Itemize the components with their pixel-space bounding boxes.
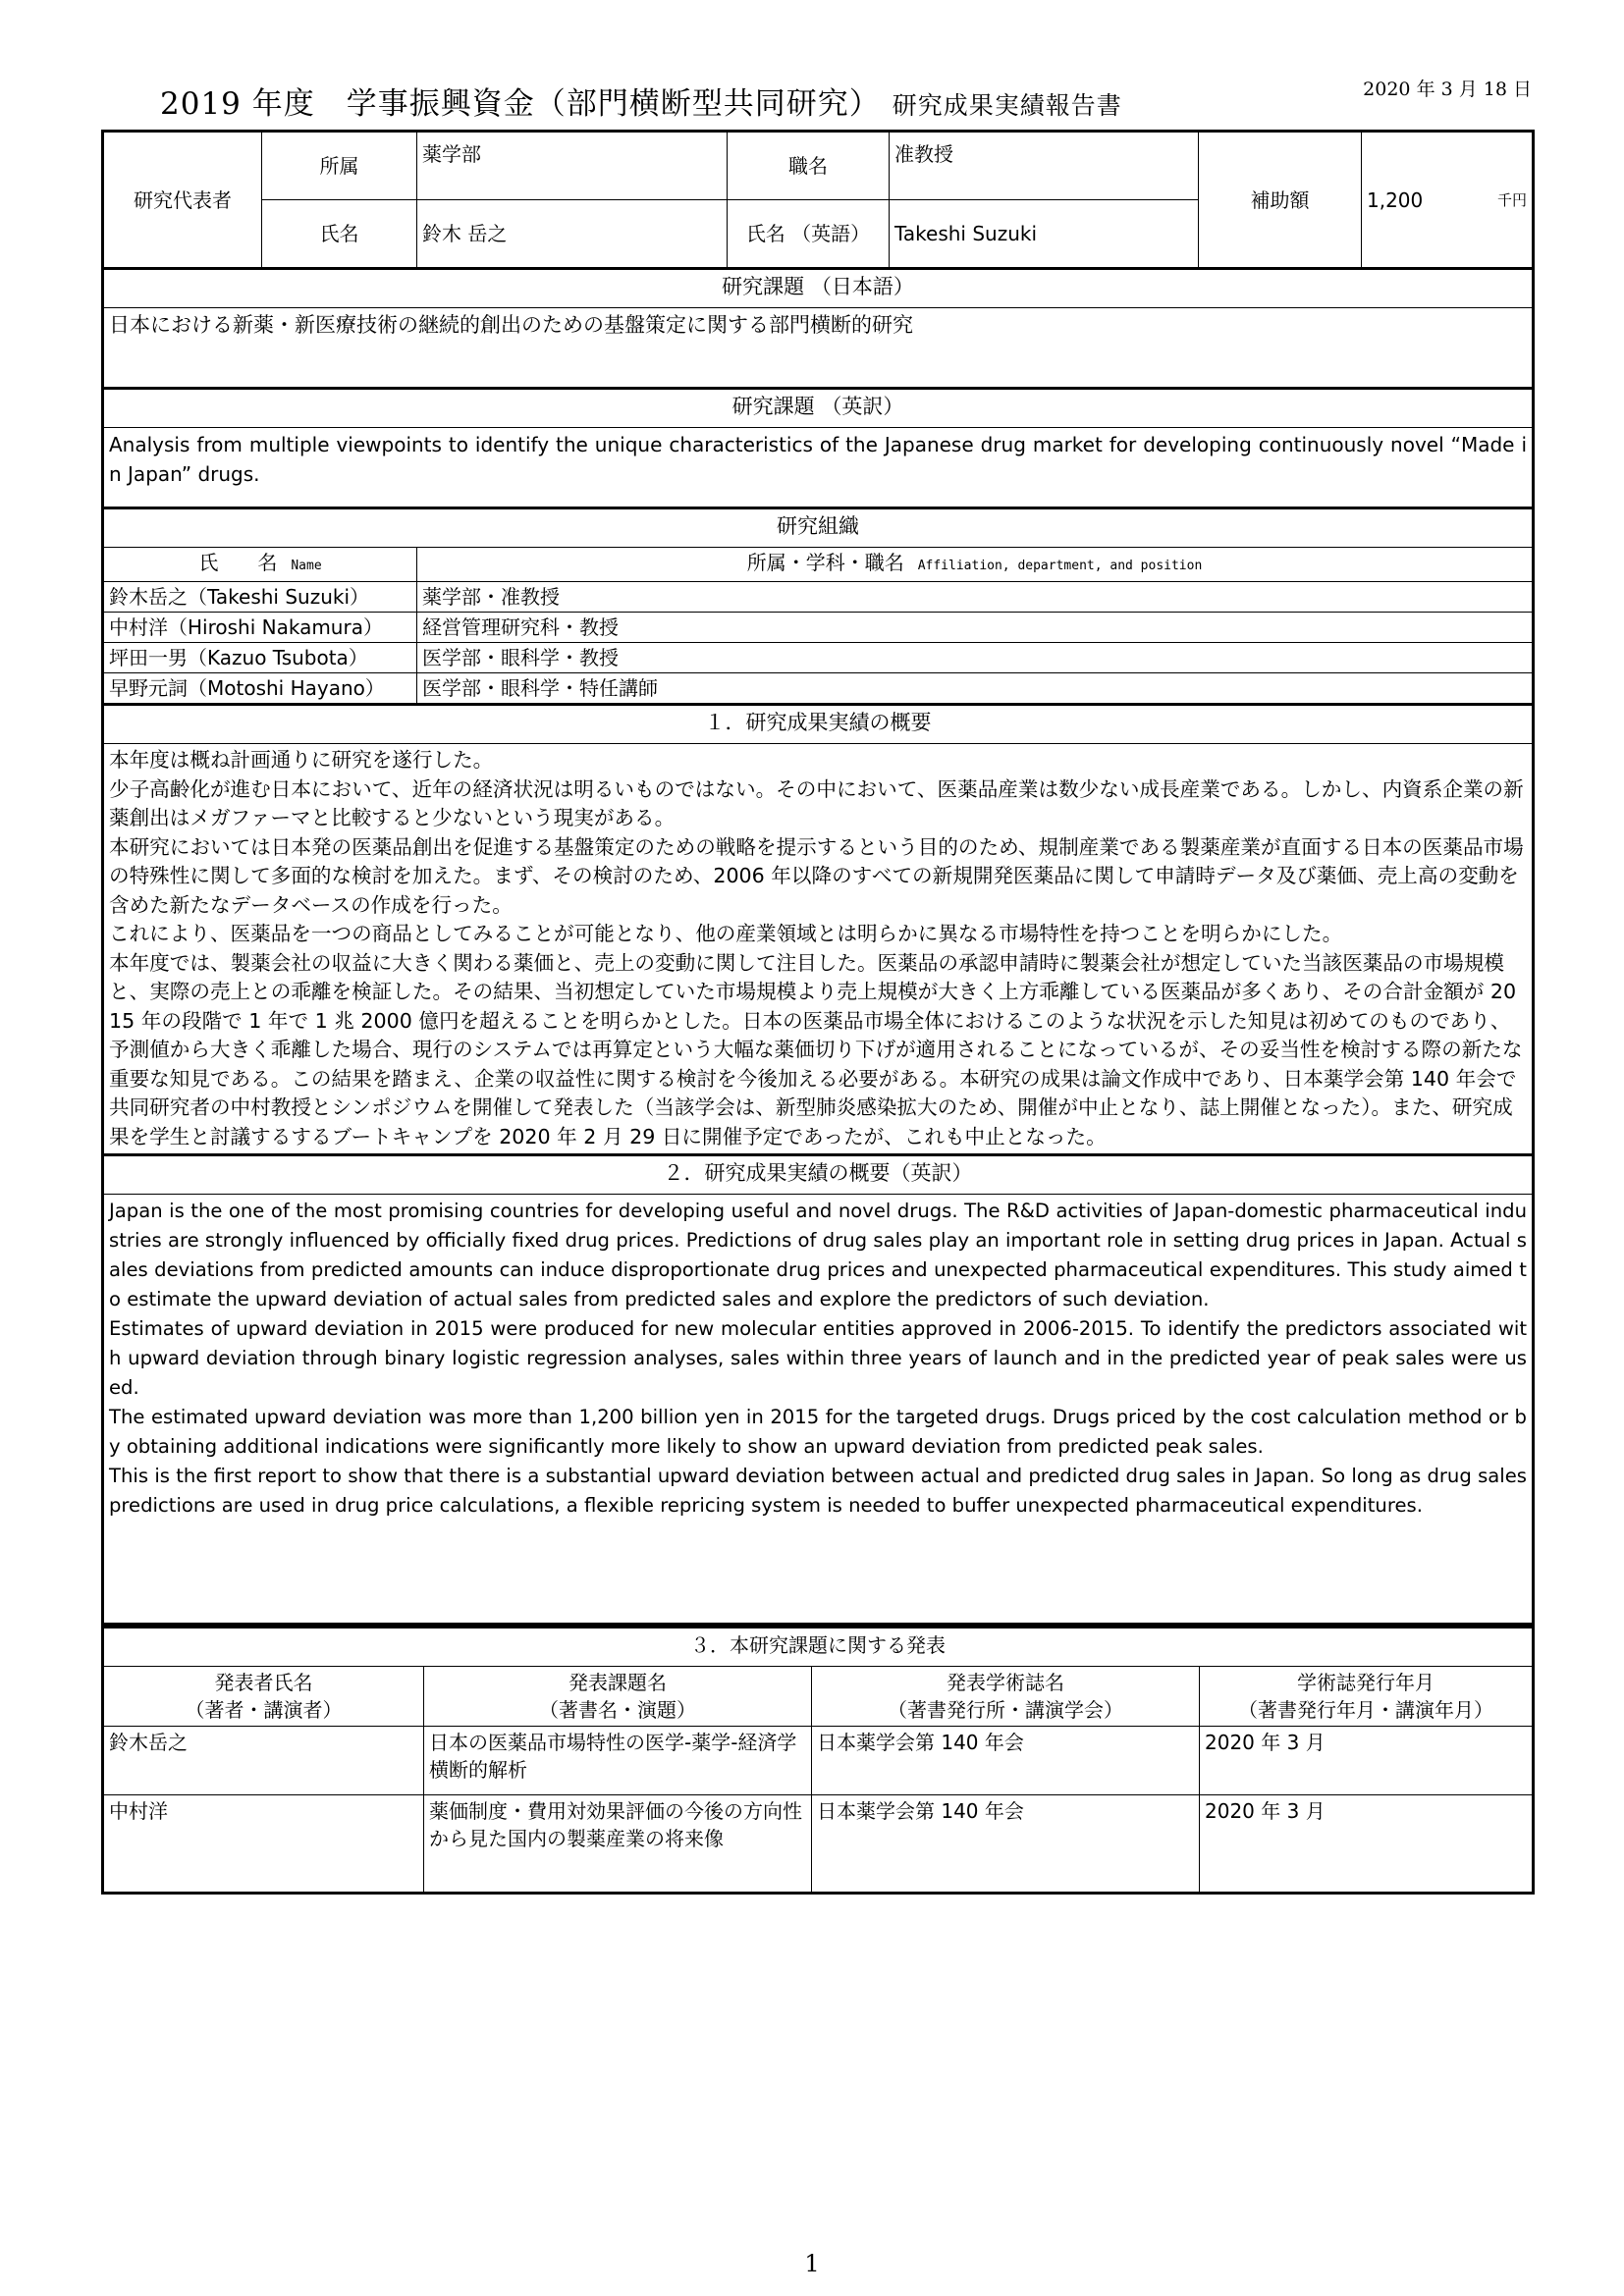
pres-date: 2020 年 3 月 (1200, 1795, 1534, 1894)
topic-en-text: Analysis from multiple viewpoints to identify the unique characteristics of the Japanese drug market for developing continuously novel “Made in Japan” drugs. (103, 428, 1534, 508)
summary-en-heading: ２．研究成果実績の概要（英訳） (103, 1155, 1534, 1195)
pres-col-title-label: 発表課題名 (568, 1671, 667, 1694)
member-name: 鈴木岳之（Takeshi Suzuki） (103, 582, 417, 613)
grant-value: 1,200 (1367, 187, 1424, 212)
title-subtitle: 研究成果実績報告書 (892, 91, 1122, 120)
presentations-table (101, 1626, 1535, 1895)
summary-en-paragraph: Japan is the one of the most promising countries for developing useful and novel drugs. The R&D activities of Japan-domestic pharmaceutical industries are strongly influenced by officially fixed drug prices. Predictions of drug sales play an important role in setting drug prices in Japan. Actual sales deviations from predicted amounts can induce disproportionate drug prices and unexpected pharmaceutical expenditures. This study aimed to estimate the upward deviation of actual sales from predicted sales and explore the predictors of such deviation. (109, 1200, 1527, 1310)
pres-col-venue-label: 発表学術誌名 (947, 1671, 1064, 1694)
report-page (101, 69, 1532, 1895)
member-name: 早野元詞（Motoshi Hayano） (103, 673, 417, 705)
member-name: 坪田一男（Kazuo Tsubota） (103, 643, 417, 673)
grant-cell (1362, 132, 1534, 269)
name-en-value: Takeshi Suzuki (890, 200, 1199, 269)
summary-jp-paragraph: 本研究においては日本発の医薬品創出を促進する基盤策定のための戦略を提示するという目的のため、規制産業である製薬産業が直面する日本の医薬品市場の特殊性に関して多面的な検討を加えた。まず、その検討のため、2006 年以降のすべての新規開発医薬品に関して申請時データ及び薬価、売上高の変動を含めた新たなデータベースの作成を行った。 (109, 834, 1524, 917)
pres-author: 鈴木岳之 (103, 1727, 424, 1795)
summary-en-body (103, 1195, 1534, 1625)
pres-col-author (103, 1667, 424, 1727)
pres-date: 2020 年 3 月 (1200, 1727, 1534, 1795)
member-affil: 医学部・眼科学・特任講師 (417, 673, 1534, 705)
pres-col-date-sub: （著書発行年月・講演年月） (1238, 1698, 1493, 1722)
pres-col-title-sub: （著書名・演題） (539, 1698, 696, 1722)
affil-value: 薬学部 (417, 132, 728, 200)
member-name: 中村洋（Hiroshi Nakamura） (103, 613, 417, 643)
pres-author: 中村洋 (103, 1795, 424, 1894)
pres-col-date (1200, 1667, 1534, 1727)
name-value: 鈴木 岳之 (417, 200, 728, 269)
pres-venue: 日本薬学会第 140 年会 (812, 1727, 1200, 1795)
page-number: 1 (804, 2250, 820, 2277)
title-row (101, 69, 1532, 130)
org-col-affil (417, 548, 1534, 582)
summary-jp-paragraph: 本年度では、製薬会社の収益に大きく関わる薬価と、売上の変動に関して注目した。医薬品の承認申請時に製薬会社が想定していた当該医薬品の市場規模と、実際の売上との乖離を検証した。その結果、当初想定していた市場規模より売上規模が大きく上方乖離している医薬品が多くあり、その合計金額が 2015 年の段階で 1 年で 1 兆 2000 億円を超えることを明らかとした。日本の医薬品市場全体におけるこのような状況を示した知見は初めてのものであり、予測値から大きく乖離した場合、現行のシステムでは再算定という大幅な薬価切り下げが適用されることになっているが、その妥当性を検討する際の新たな重要な知見である。この結果を踏まえ、企業の収益性に関する検討を今後加える必要がある。本研究の成果は論文作成中であり、日本薬学会第 140 年会で共同研究者の中村教授とシンポジウムを開催して発表した（当該学会は、新型肺炎感染拡大のため、開催が中止となり、誌上開催となった）。また、研究成果を学生と討議するするブートキャンプを 2020 年 2 月 29 日に開催予定であったが、これも中止となった。 (109, 950, 1523, 1148)
org-col-affil-en: Affiliation, department, and position (917, 559, 1203, 573)
summary-jp-heading: １．研究成果実績の概要 (103, 705, 1534, 744)
name-label: 氏名 (262, 200, 417, 269)
table-row (103, 1795, 1534, 1894)
org-col-affil-label: 所属・学科・職名 (746, 551, 904, 574)
summary-jp-paragraph: 本年度は概ね計画通りに研究を遂行した。 (109, 748, 494, 772)
summary-en-paragraph: The estimated upward deviation was more than 1,200 billion yen in 2015 for the targeted drugs. Drugs priced by the cost calculation method or by obtaining additional indications were significantly more likely to show an upward deviation from predicted peak sales. (109, 1406, 1527, 1458)
pres-col-title (424, 1667, 812, 1727)
report-date: 2020 年 3 月 18 日 (1363, 79, 1532, 100)
position-label: 職名 (728, 132, 890, 200)
pres-col-date-label: 学術誌発行年月 (1297, 1671, 1435, 1694)
page-title (160, 79, 1122, 123)
org-col-name (103, 548, 417, 582)
pres-col-venue-sub: （著書発行所・講演学会） (888, 1698, 1123, 1722)
grant-label: 補助額 (1199, 132, 1362, 269)
pres-title: 日本の医薬品市場特性の医学-薬学-経済学横断的解析 (424, 1727, 812, 1795)
pres-title: 薬価制度・費用対効果評価の今後の方向性から見た国内の製薬産業の将来像 (424, 1795, 812, 1894)
position-value: 准教授 (890, 132, 1199, 200)
pres-col-author-label: 発表者氏名 (214, 1671, 313, 1694)
member-affil: 経営管理研究科・教授 (417, 613, 1534, 643)
topic-jp-text: 日本における新薬・新医療技術の継続的創出のための基盤策定に関する部門横断的研究 (103, 308, 1534, 389)
table-row (103, 1727, 1534, 1795)
org-heading: 研究組織 (103, 508, 1534, 548)
presentations-heading: ３．本研究課題に関する発表 (103, 1628, 1534, 1667)
title-text: 2019 年度 学事振興資金（部門横断型共同研究） (160, 86, 881, 122)
name-en-label: 氏名 （英語） (728, 200, 890, 269)
affil-label: 所属 (262, 132, 417, 200)
rep-label: 研究代表者 (103, 132, 262, 269)
grant-unit: 千円 (1496, 190, 1527, 209)
member-affil: 薬学部・准教授 (417, 582, 1534, 613)
summary-jp-body (103, 744, 1534, 1155)
member-affil: 医学部・眼科学・教授 (417, 643, 1534, 673)
topic-en-heading: 研究課題 （英訳） (103, 389, 1534, 428)
report-table (101, 130, 1535, 1626)
summary-jp-paragraph: 少子高齢化が進む日本において、近年の経済状況は明るいものではない。その中において、医薬品産業は数少ない成長産業である。しかし、内資系企業の新薬創出はメガファーマと比較すると少ないという現実がある。 (109, 776, 1524, 829)
summary-jp-paragraph: これにより、医薬品を一つの商品としてみることが可能となり、他の産業領域とは明らかに異なる市場特性を持つことを明らかにした。 (109, 922, 1343, 945)
pres-col-venue (812, 1667, 1200, 1727)
summary-en-paragraph: This is the first report to show that there is a substantial upward deviation between actual and predicted drug sales in Japan. So long as drug sales predictions are used in drug price calculations, a flexible repricing system is needed to buffer unexpected pharmaceutical expenditures. (109, 1465, 1527, 1517)
pres-venue: 日本薬学会第 140 年会 (812, 1795, 1200, 1894)
pres-col-author-sub: （著者・講演者） (185, 1698, 343, 1722)
topic-jp-heading: 研究課題 （日本語） (103, 269, 1534, 308)
summary-en-paragraph: Estimates of upward deviation in 2015 were produced for new molecular entities approved in 2006-2015. To identify the predictors associated with upward deviation through binary logistic regression analyses, sales within three years of launch and in the predicted year of peak sales were used. (109, 1317, 1527, 1399)
org-col-name-label: 氏 名 (198, 551, 278, 574)
org-col-name-en: Name (291, 559, 322, 573)
